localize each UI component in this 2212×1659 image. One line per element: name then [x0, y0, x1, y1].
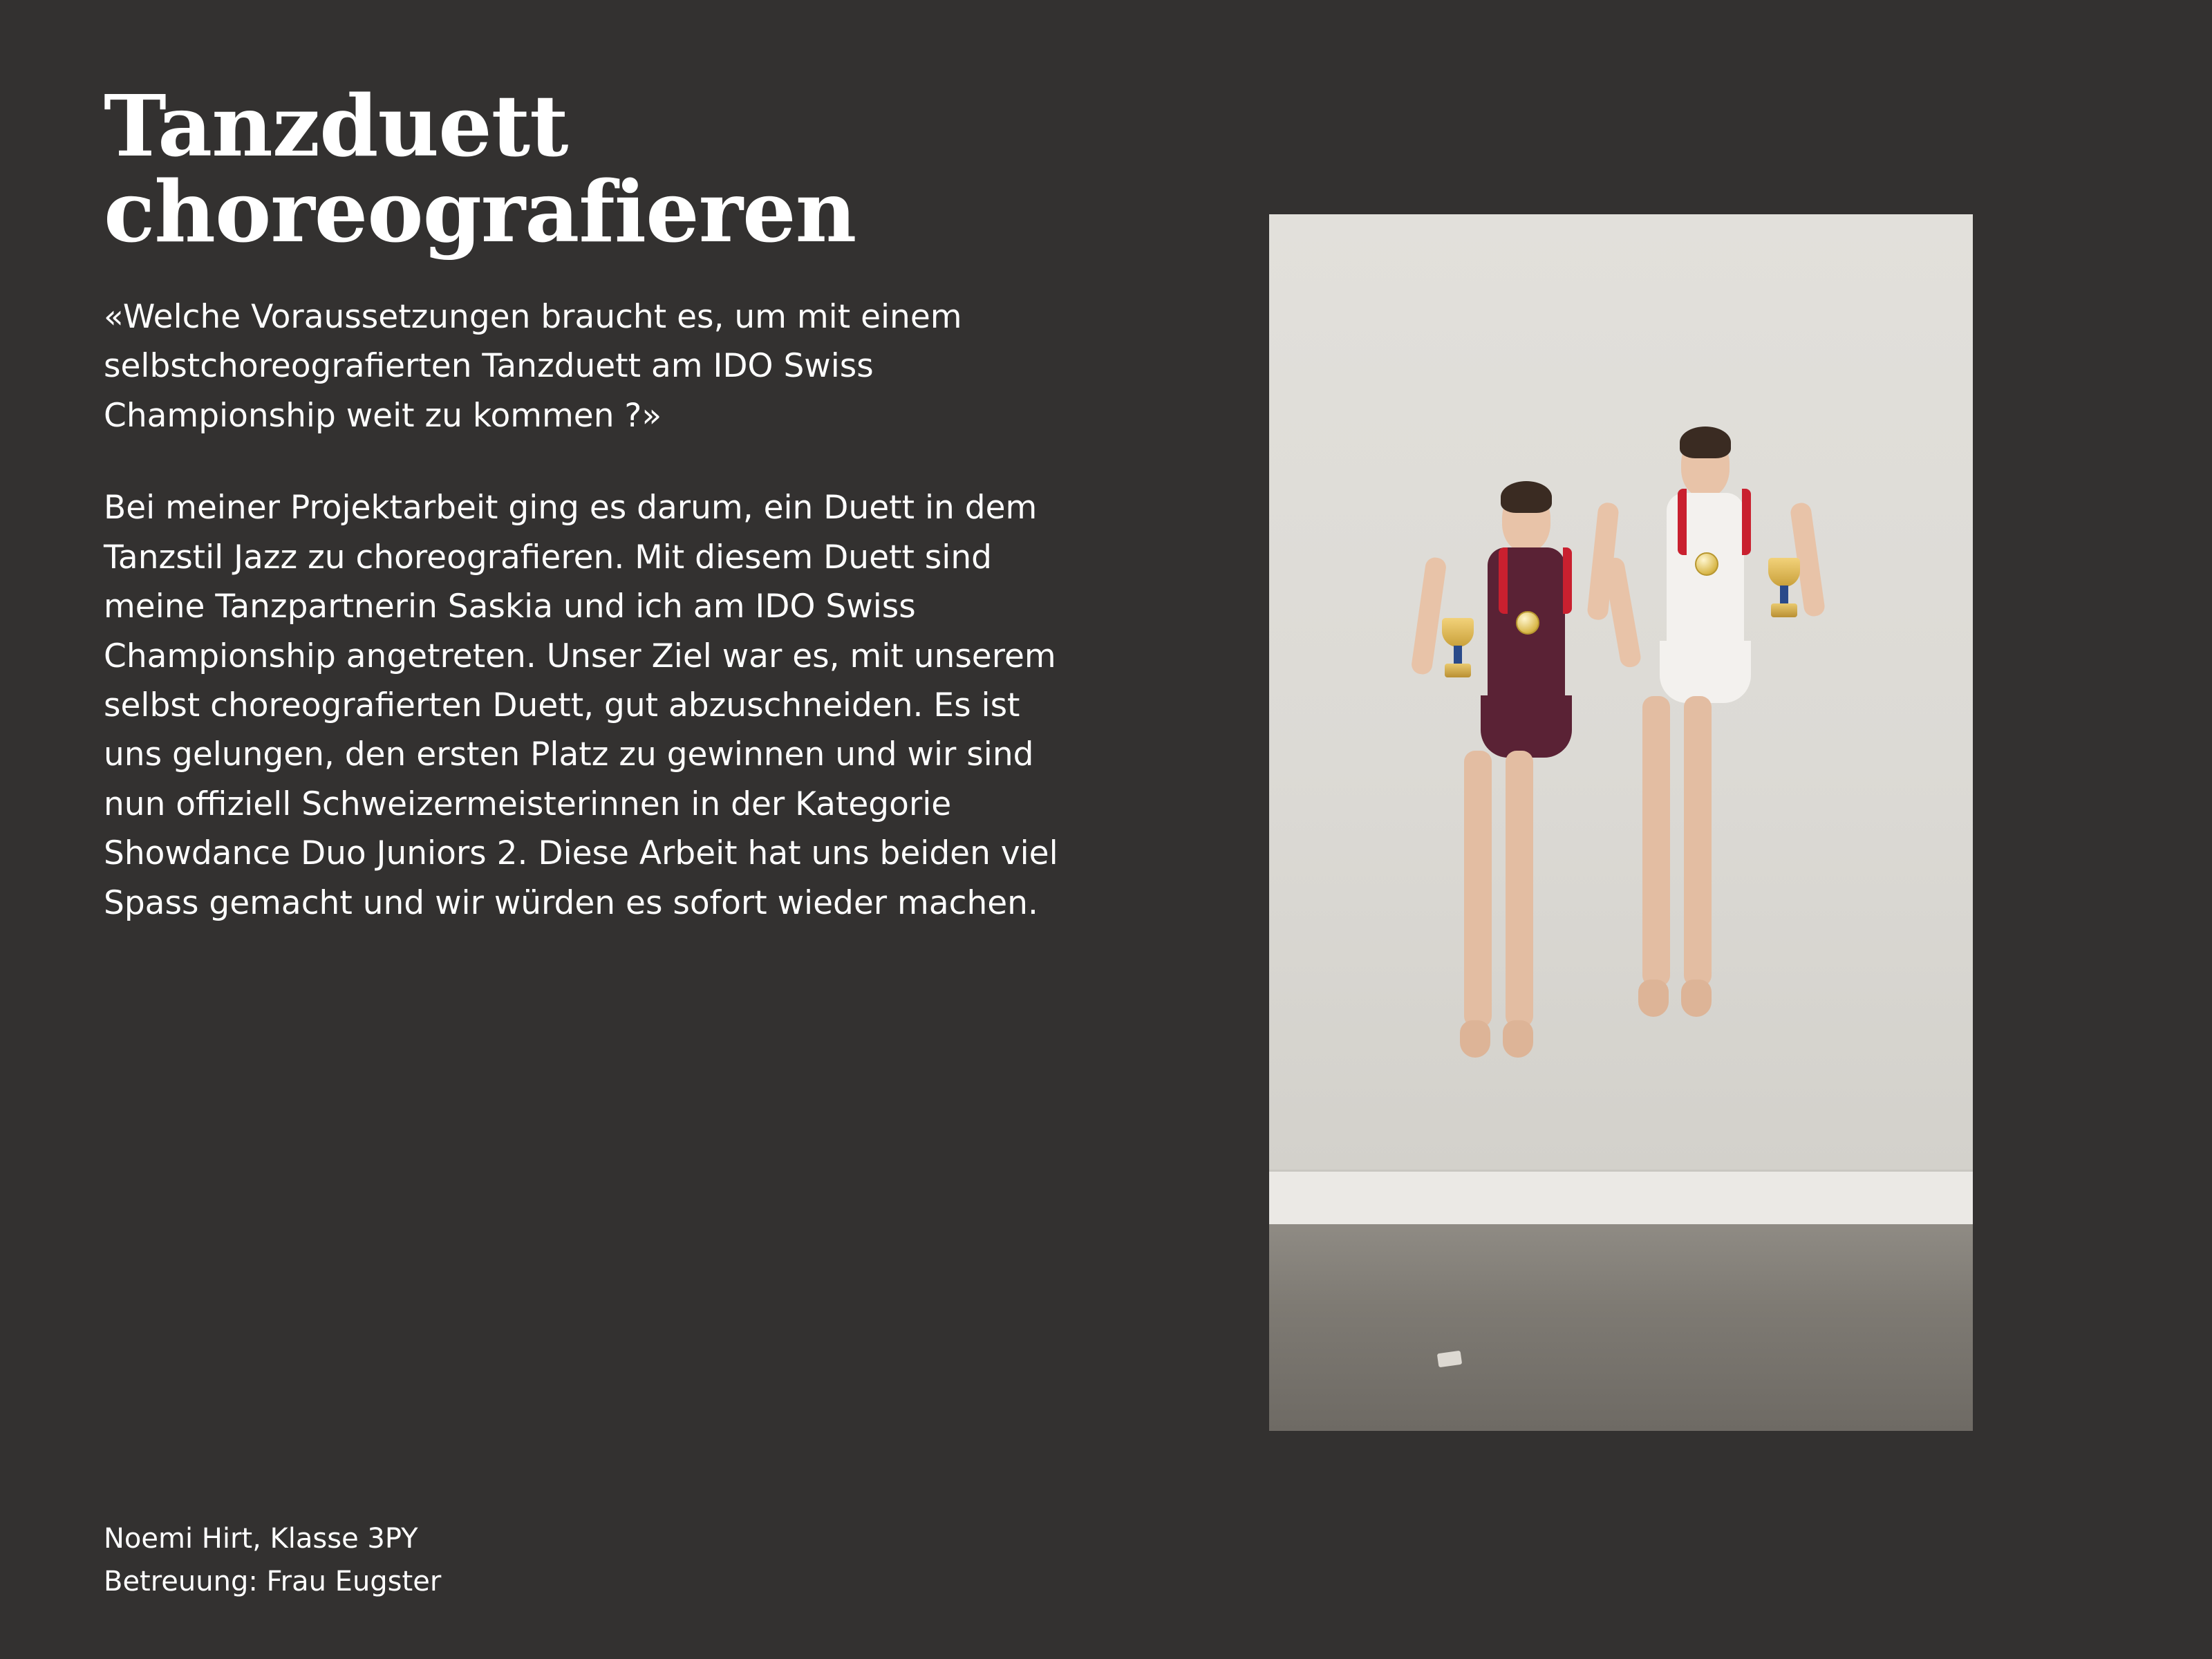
- dancer-right-leg-left: [1642, 696, 1670, 986]
- page-title: [104, 76, 1085, 262]
- dancer-right-trophy-cup: [1768, 558, 1800, 587]
- dancer-right-foot-left: [1638, 980, 1669, 1017]
- project-description: Bei meiner Projektarbeit ging es darum, ein Duett in dem Tanzstil Jazz zu choreografieren. Mit diesem Duett sind meine Tanzpartnerin Saskia und ich am IDO Swiss Championship angetreten. Unser Ziel war es, mit unserem selbst choreografierten Duett, gut abzuschneiden. Es ist uns gelungen, den ersten Platz zu gewinnen und wir sind nun offiziell Schweizermeisterinnen in der Kategorie Showdance Duo Juniors 2. Diese Arbeit hat uns beiden viel Spass gemacht und wir würden es sofort wieder machen.: [104, 489, 1058, 922]
- supervisor-name: Betreuung: Frau Eugster: [104, 1566, 442, 1597]
- dancer-right-foot-right: [1681, 980, 1712, 1017]
- page-title-line-1: Tanzduett: [104, 76, 568, 176]
- dancer-right-trophy-base: [1771, 603, 1797, 617]
- dancer-right-skirt: [1660, 641, 1751, 703]
- dancer-left-medal-ribbon: [1499, 547, 1572, 614]
- dancer-right-hair: [1680, 427, 1731, 458]
- dancer-right-leg-right: [1684, 696, 1712, 986]
- dancer-right-trophy-stem: [1780, 585, 1788, 605]
- dancer-left-trophy-cup: [1442, 618, 1474, 647]
- dancer-left-medal: [1516, 611, 1539, 635]
- dancer-right-arm-left: [1586, 502, 1620, 621]
- dancer-right-trophy: [1768, 558, 1800, 623]
- dancer-right-medal-ribbon: [1678, 489, 1751, 555]
- dancer-left-foot-left: [1460, 1020, 1490, 1058]
- footer-credits: [104, 1517, 441, 1603]
- text-column: [104, 76, 1085, 960]
- dancer-right-medal: [1695, 552, 1718, 576]
- dancer-left-trophy-stem: [1454, 646, 1462, 665]
- dancer-left-leg-left: [1464, 751, 1492, 1027]
- dancer-right-head: [1681, 433, 1730, 497]
- dancer-left-leg-right: [1506, 751, 1533, 1027]
- dancer-left-foot-right: [1503, 1020, 1533, 1058]
- dancer-left-trophy: [1442, 618, 1474, 683]
- dancer-left-head: [1502, 488, 1550, 552]
- photo-dancers: [1269, 214, 1973, 1431]
- dancer-left-hair: [1501, 481, 1552, 513]
- research-question-quote: «Welche Voraussetzungen braucht es, um mit einem selbstchoreografierten Tanzduett am IDO Swiss Championship weit zu kommen ?»: [104, 297, 962, 435]
- dancer-left-trophy-base: [1445, 664, 1471, 677]
- dancer-right: [1586, 433, 1825, 1358]
- dancer-left-skirt: [1481, 695, 1572, 758]
- page-title-line-2: choreografieren: [104, 162, 856, 262]
- author-name: Noemi Hirt, Klasse 3PY: [104, 1523, 418, 1555]
